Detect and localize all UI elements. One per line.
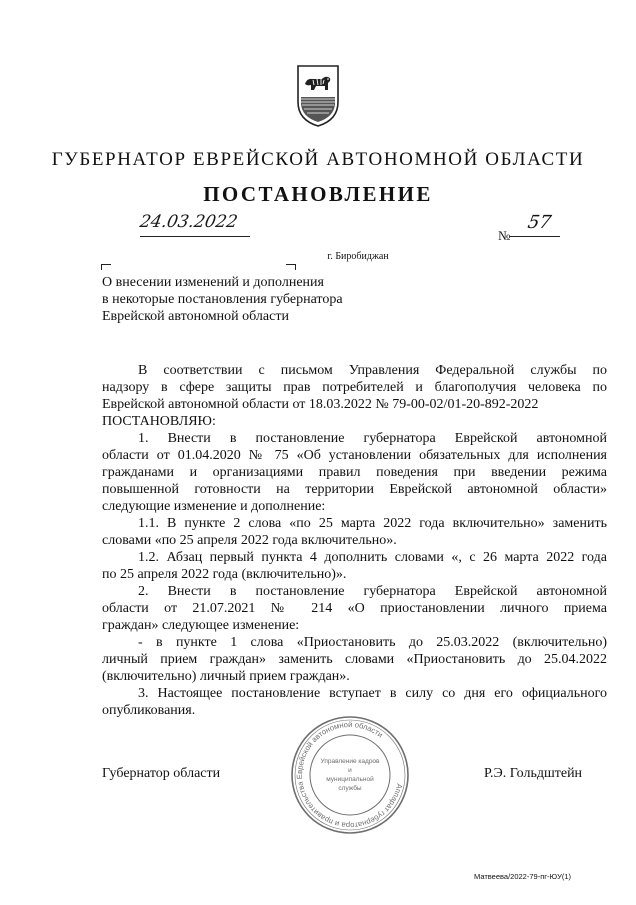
document-footer-code: Матвеева/2022-79-пг-ЮУ(1): [474, 872, 571, 881]
signatory-name: Р.Э. Гольдштейн: [484, 766, 583, 781]
subject-block: [102, 274, 343, 325]
body-line: словами «по 25 апреля 2022 года включительно».: [102, 533, 397, 548]
body-line: 2. Внести в постановление губернатора Еврейской автономной: [138, 584, 607, 599]
preamble-paragraph: [102, 362, 607, 413]
body-line: личный прием граждан» заменить словами «Приостановить до 25.04.2022: [102, 652, 607, 667]
subject-line: Еврейской автономной области: [102, 309, 289, 324]
body-line: области от 21.07.2021 № 214 «О приостановлении личного приема: [102, 601, 607, 616]
city-label: г. Биробиджан: [327, 251, 389, 262]
body-line: - в пункте 1 слова «Приостановить до 25.03.2022 (включительно): [138, 635, 607, 650]
resolution-keyword: [102, 413, 607, 430]
item-1-1-paragraph: [102, 515, 607, 549]
stamp-inner-line: муниципальной: [326, 776, 374, 783]
body-line: следующие изменение и дополнение:: [102, 499, 326, 514]
coat-of-arms-emblem: [292, 62, 344, 128]
body-line: граждан» следующее изменение:: [102, 618, 300, 633]
document-body: [102, 362, 607, 719]
body-line: (включительно) личный прием граждан».: [102, 669, 350, 684]
body-line: ПОСТАНОВЛЯЮ:: [102, 414, 216, 429]
item-2-dash-paragraph: [102, 634, 607, 685]
subject-corner-left: [101, 264, 111, 270]
official-stamp: [288, 713, 412, 837]
body-line: опубликования.: [102, 703, 196, 718]
number-label: №: [498, 228, 511, 243]
governor-title: ГУБЕРНАТОР ЕВРЕЙСКОЙ АВТОНОМНОЙ ОБЛАСТИ: [51, 149, 585, 170]
body-line: 1.2. Абзац первый пункта 4 дополнить словами «, с 26 марта 2022 года: [138, 550, 607, 565]
date-field: [138, 212, 250, 237]
number-field: [510, 212, 560, 237]
stamp-inner-line: и: [348, 767, 352, 774]
body-line: 1. Внести в постановление губернатора Еврейской автономной: [138, 431, 607, 446]
body-line: по 25 апреля 2022 года (включительно)».: [102, 567, 347, 582]
body-line: 3. Настоящее постановление вступает в силу со дня его официального: [138, 686, 607, 701]
body-line: повышенной готовности на территории Еврейской автономной области»: [102, 482, 607, 497]
signatory-position: Губернатор области: [102, 766, 221, 781]
item-1-paragraph: [102, 430, 607, 515]
subject-line: О внесении изменений и дополнения: [102, 275, 324, 290]
subject-corner-right: [286, 264, 296, 270]
stamp-inner-line: службы: [338, 785, 362, 792]
handwritten-number: 57: [526, 212, 553, 233]
body-line: гражданами и организациями правил поведения при введении режима: [102, 465, 607, 480]
item-2-paragraph: [102, 583, 607, 634]
document-type-heading: ПОСТАНОВЛЕНИЕ: [203, 182, 433, 206]
stamp-outer-text: Аппарат губернатора и правительства Еврейской автономной области: [294, 719, 405, 831]
handwritten-date: 24.03.2022: [138, 212, 240, 232]
item-1-2-paragraph: [102, 549, 607, 583]
body-line: Еврейской автономной области от 18.03.2022 № 79-00-02/01-20-892-2022: [102, 397, 539, 412]
body-line: В соответствии с письмом Управления Федеральной службы по: [138, 363, 607, 378]
stamp-inner-line: Управление кадров: [320, 758, 380, 765]
body-line: надзору в сфере защиты прав потребителей и благополучия человека по: [102, 380, 607, 395]
body-line: области от 01.04.2020 № 75 «Об установлении обязательных для исполнения: [102, 448, 607, 463]
body-line: 1.1. В пункте 2 слова «по 25 марта 2022 года включительно» заменить: [138, 516, 607, 531]
subject-line: в некоторые постановления губернатора: [102, 292, 343, 307]
